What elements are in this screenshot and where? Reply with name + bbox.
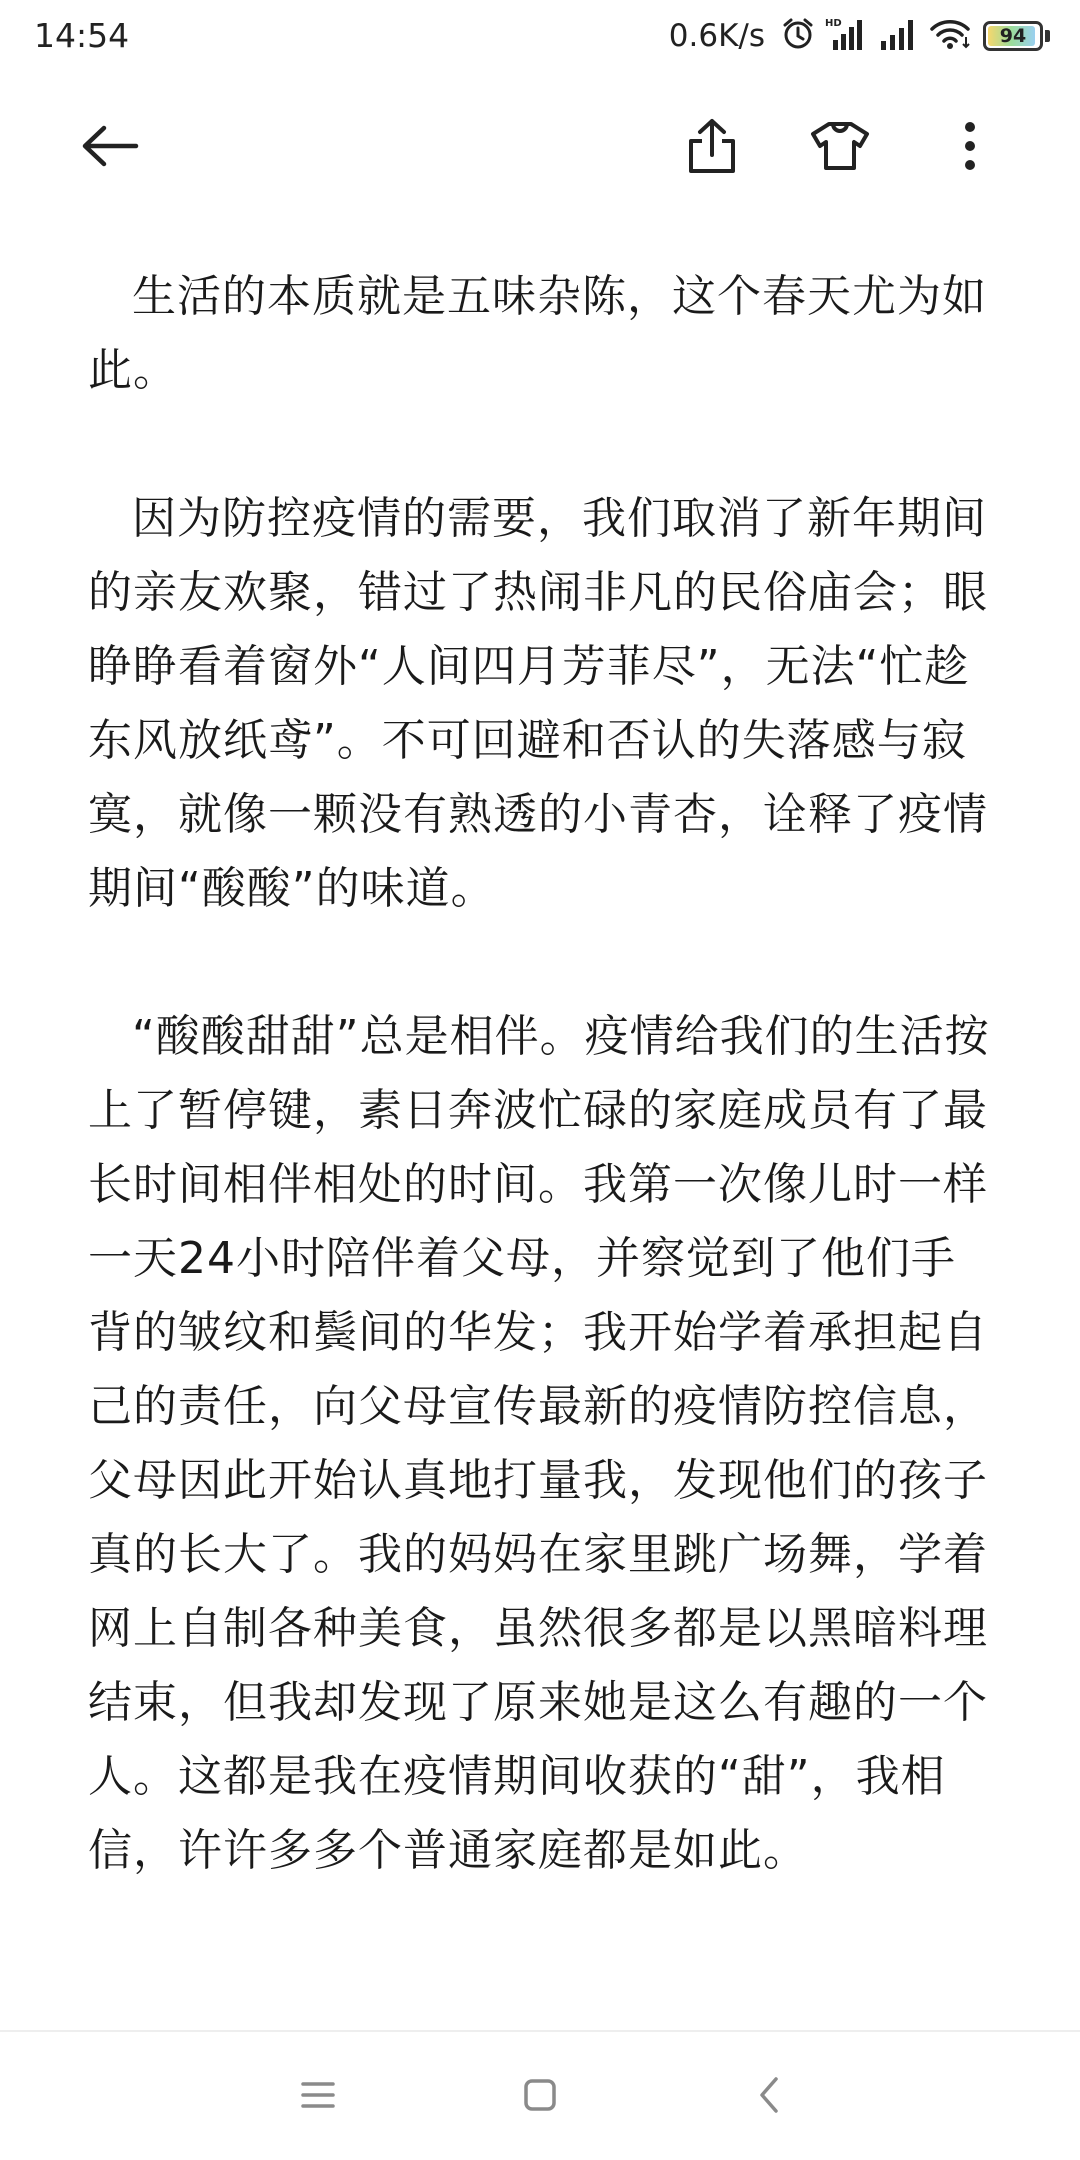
status-icons <box>669 14 1050 58</box>
status-bar <box>0 0 1080 76</box>
battery-icon <box>983 21 1043 51</box>
battery-level: 94 <box>999 25 1027 47</box>
system-nav-bar <box>0 2032 1080 2160</box>
article-paragraph: 因为防控疫情的需要，我们取消了新年期间的亲友欢聚，错过了热闹非凡的民俗庙会；眼睁睁看着窗外“人间四月芳菲尽”，无法“忙趁东风放纸鸢”。不可回避和否认的失落感与寂寞，就像一颗没有熟透的小青杏，诠释了疫情期间“酸酸”的味道。 <box>88 493 988 914</box>
more-options-button[interactable] <box>934 112 1006 184</box>
back-button[interactable] <box>74 112 146 184</box>
nav-back-button[interactable] <box>734 2062 804 2132</box>
theme-button[interactable] <box>804 112 876 184</box>
network-speed: 0.6K/s <box>668 18 765 54</box>
alarm-icon <box>781 17 815 55</box>
back-arrow-icon <box>80 124 140 172</box>
share-button[interactable] <box>676 112 748 184</box>
hd-signal-icon <box>825 16 869 56</box>
more-vertical-icon <box>962 120 978 176</box>
share-icon <box>685 117 739 179</box>
theme-shirt-icon <box>809 120 871 176</box>
signal-icon <box>879 17 919 55</box>
top-toolbar <box>0 100 1080 196</box>
home-button[interactable] <box>505 2062 575 2132</box>
article-paragraph: 生活的本质就是五味杂陈，这个春天尤为如此。 <box>88 271 987 396</box>
status-time: 14:54 <box>34 16 130 55</box>
wifi-icon <box>929 17 973 55</box>
svg-text:HD: HD <box>825 18 842 29</box>
battery-tip <box>1045 30 1050 42</box>
menu-icon <box>300 2080 336 2114</box>
article-body <box>88 260 996 1962</box>
home-square-icon <box>523 2078 557 2116</box>
article-paragraph: “酸酸甜甜”总是相伴。疫情给我们的生活按上了暂停键，素日奔波忙碌的家庭成员有了最长时间相伴相处的时间。我第一次像儿时一样一天24小时陪伴着父母，并察觉到了他们手背的皱纹和鬓间的华发；我开始学着承担起自己的责任，向父母宣传最新的疫情防控信息，父母因此开始认真地打量我，发现他们的孩子真的长大了。我的妈妈在家里跳广场舞，学着网上自制各种美食，虽然很多都是以黑暗料理结束，但我却发现了原来她是这么有趣的一个人。这都是我在疫情期间收获的“甜”，我相信，许许多多个普通家庭都是如此。 <box>88 1011 990 1876</box>
recent-apps-button[interactable] <box>283 2062 353 2132</box>
back-chevron-icon <box>757 2076 781 2118</box>
